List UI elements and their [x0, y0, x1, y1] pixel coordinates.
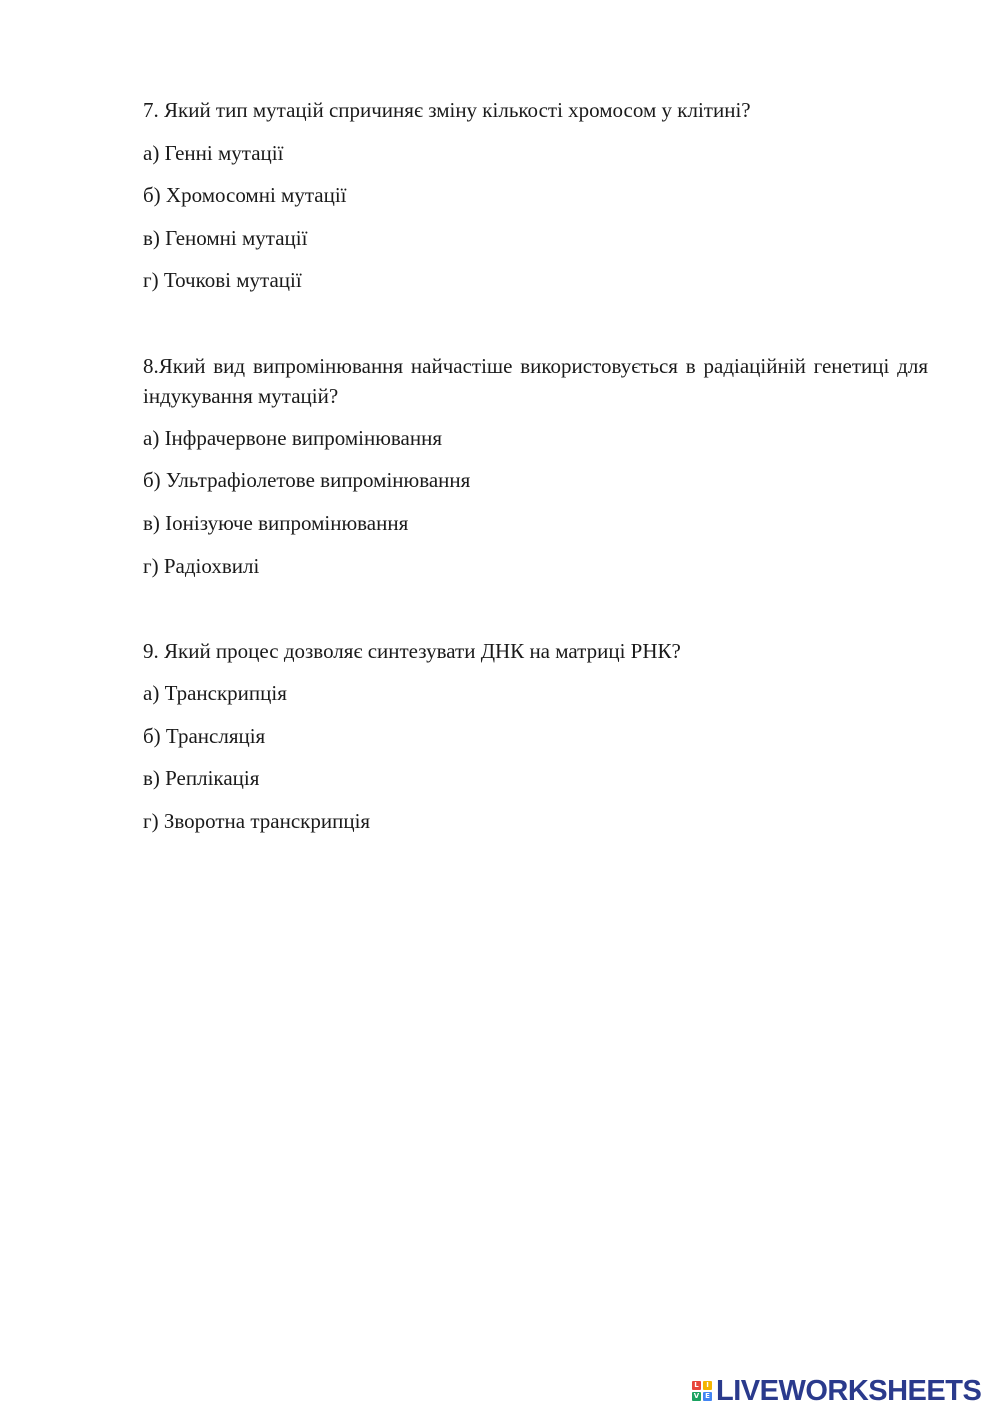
liveworksheets-logo-text: LIVEWORKSHEETS — [716, 1374, 982, 1407]
liveworksheets-logo — [692, 1374, 981, 1408]
question-8-text: 8.Який вид випромінювання найчастіше використовується в радіаційній генетиці для індукування мутацій? — [143, 354, 928, 408]
question-9-option-a[interactable]: а) Транскрипція — [143, 681, 287, 705]
question-7-option-a[interactable]: а) Генні мутації — [143, 141, 284, 165]
question-7-option-d[interactable]: г) Точкові мутації — [143, 268, 302, 292]
question-9-option-d[interactable]: г) Зворотна транскрипція — [143, 809, 371, 833]
liveworksheets-logo-icon — [692, 1381, 712, 1401]
question-7-option-c[interactable]: в) Геномні мутації — [143, 226, 308, 250]
question-8-option-b[interactable]: б) Ультрафіолетове випромінювання — [143, 468, 471, 492]
question-8-option-c[interactable]: в) Іонізуюче випромінювання — [143, 511, 409, 535]
logo-mark-letter: V — [693, 1392, 700, 1400]
question-9-option-c[interactable]: в) Реплікація — [143, 766, 260, 790]
logo-mark-letter: E — [703, 1392, 712, 1401]
logo-mark-letter: I — [703, 1381, 712, 1390]
question-8-option-d[interactable]: г) Радіохвилі — [143, 554, 260, 578]
question-8-option-a[interactable]: а) Інфрачервоне випромінювання — [143, 426, 442, 450]
logo-mark-letter: L — [692, 1381, 701, 1390]
question-7-text: 7. Який тип мутацій спричиняє зміну кількості хромосом у клітині? — [143, 98, 751, 122]
question-9-text: 9. Який процес дозволяє синтезувати ДНК на матриці РНК? — [143, 639, 681, 663]
question-9-option-b[interactable]: б) Трансляція — [143, 724, 266, 748]
question-7-option-b[interactable]: б) Хромосомні мутації — [143, 183, 347, 207]
